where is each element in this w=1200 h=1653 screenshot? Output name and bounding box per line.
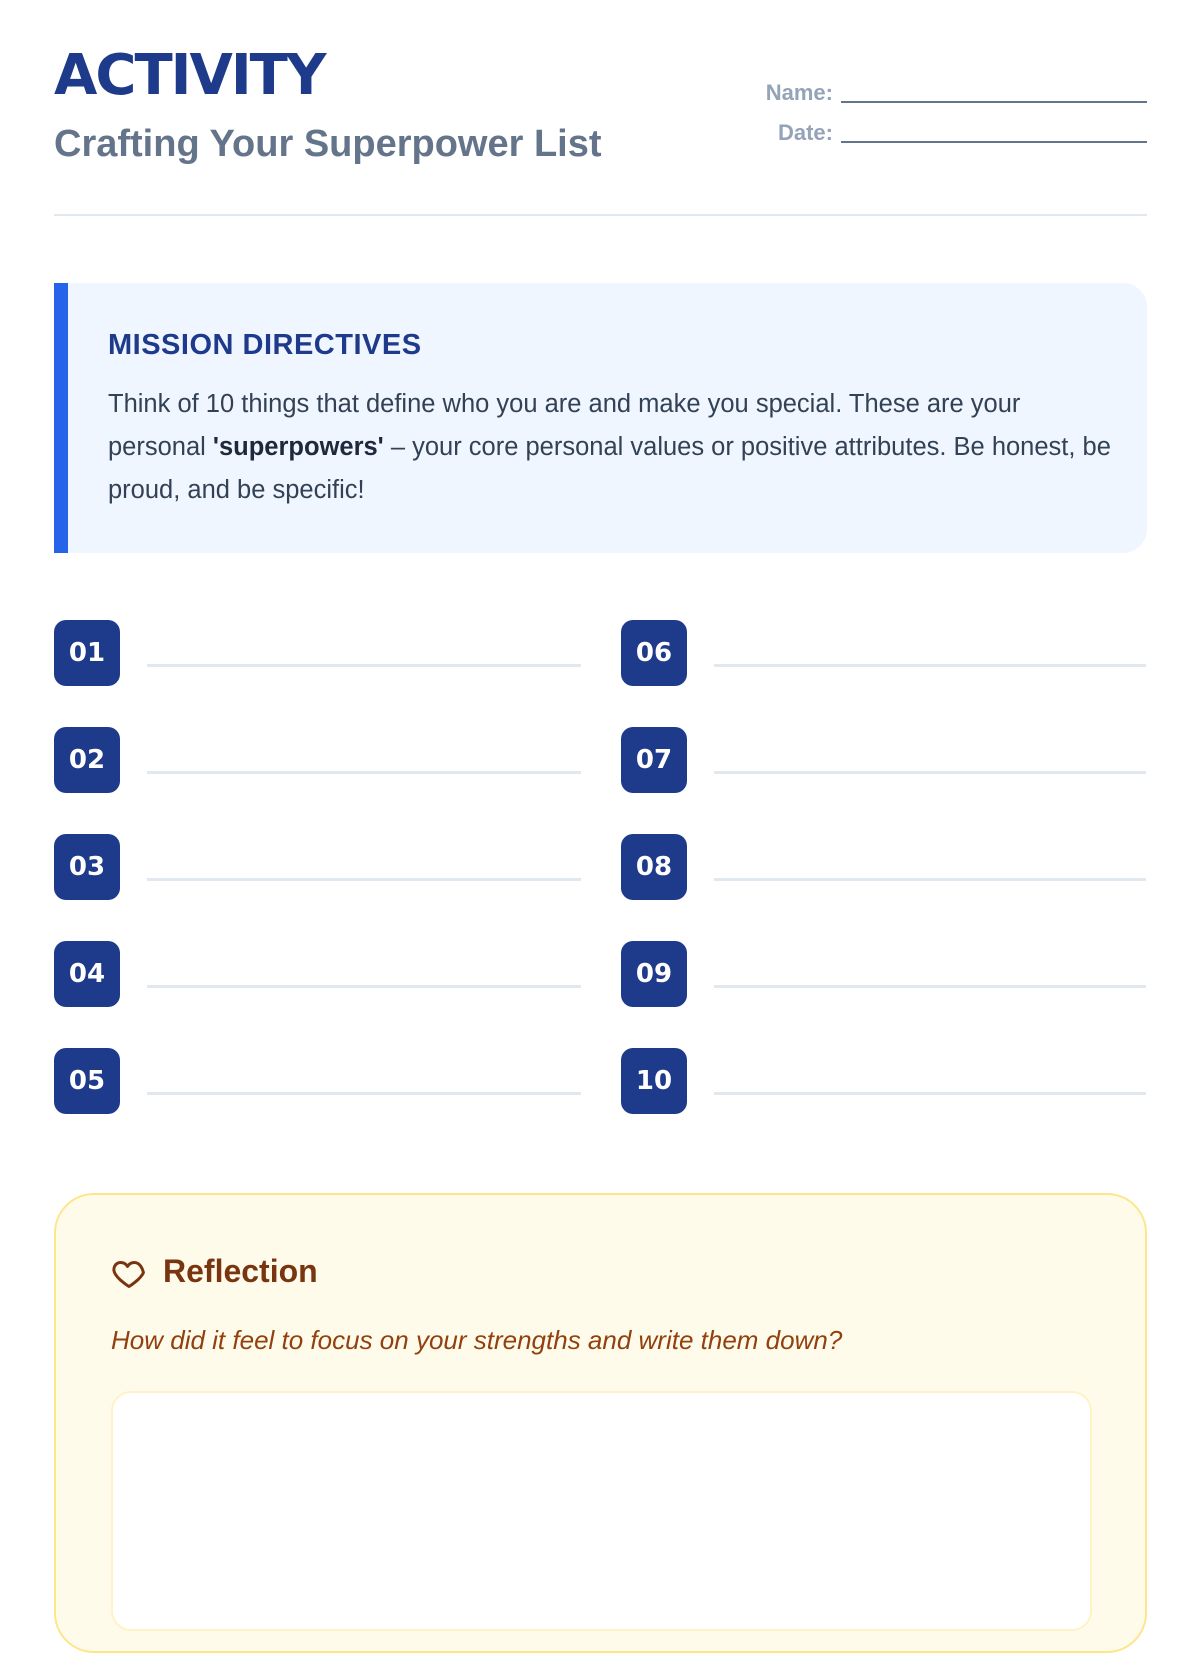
answer-line[interactable] [714,664,1146,667]
reflection-question: How did it feel to focus on your strengths and write them down? [111,1325,843,1355]
mission-text-before: Think of 10 things that define who you are and make you special. These are your personal [108,390,1021,461]
answer-line[interactable] [714,771,1146,774]
list-item[interactable] [621,727,1141,793]
name-label: Name: [765,80,833,105]
list-item[interactable] [54,941,574,1007]
list-item[interactable] [621,620,1141,686]
number-badge: 01 [54,620,120,686]
answer-line[interactable] [714,985,1146,988]
list-item[interactable] [621,941,1141,1007]
list-item[interactable] [54,834,574,900]
heart-icon [110,1255,148,1291]
answer-line[interactable] [147,985,581,988]
answer-line[interactable] [147,771,581,774]
answer-line[interactable] [714,1092,1146,1095]
activity-subtitle: Crafting Your Superpower List [54,123,602,165]
answer-line[interactable] [147,1092,581,1095]
list-item[interactable] [54,1048,574,1114]
number-badge: 05 [54,1048,120,1114]
activity-title: ACTIVITY [54,43,325,108]
mission-heading: MISSION DIRECTIVES [108,329,422,361]
page-header [54,0,1147,218]
mission-directives-panel [54,283,1147,553]
list-item[interactable] [621,1048,1141,1114]
mission-text-bold: 'superpowers' [212,433,384,461]
answer-line[interactable] [147,664,581,667]
list-item[interactable] [54,620,574,686]
worksheet-page [54,0,1147,1600]
number-badge: 03 [54,834,120,900]
number-badge: 02 [54,727,120,793]
number-badge: 10 [621,1048,687,1114]
header-divider [54,214,1147,216]
superpower-list [54,620,1147,1120]
answer-line[interactable] [147,878,581,881]
list-item[interactable] [54,727,574,793]
number-badge: 07 [621,727,687,793]
number-badge: 09 [621,941,687,1007]
mission-text [108,383,1118,512]
number-badge: 06 [621,620,687,686]
mission-text-after: – your core personal values or positive attributes. Be honest, be proud, and be specific! [108,433,1111,504]
reflection-answer-box[interactable] [111,1391,1092,1631]
date-label: Date: [777,120,833,145]
name-field[interactable] [747,76,1147,116]
list-item[interactable] [621,834,1141,900]
number-badge: 04 [54,941,120,1007]
answer-line[interactable] [714,878,1146,881]
reflection-heading: Reflection [163,1253,318,1289]
date-line[interactable] [841,141,1147,143]
number-badge: 08 [621,834,687,900]
date-field[interactable] [747,116,1147,156]
reflection-panel [54,1193,1147,1653]
name-line[interactable] [841,101,1147,103]
name-date-fields [747,76,1147,156]
